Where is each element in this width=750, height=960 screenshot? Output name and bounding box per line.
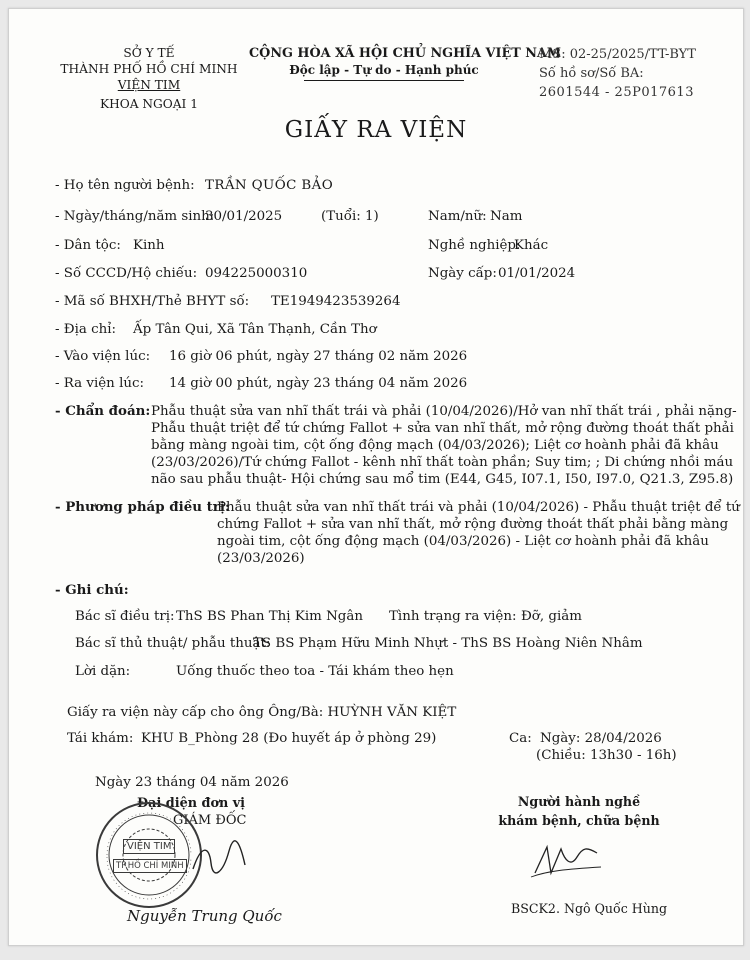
- practitioner-title-1: Người hành nghề: [517, 794, 641, 809]
- admission-label: - Vào viện lúc:: [55, 349, 151, 364]
- doctor-value: ThS BS Phan Thị Kim Ngân: [176, 609, 363, 624]
- notes-label: - Ghi chú:: [55, 582, 129, 598]
- issue-date-value: 01/01/2024: [498, 266, 576, 281]
- gender-label: Nam/nữ:: [428, 209, 487, 224]
- issuer-line4: KHOA NGOẠI 1: [99, 97, 199, 111]
- form-number: MS: 02-25/2025/TT-BYT: [539, 47, 696, 62]
- treatment-line-4: (23/03/2026): [217, 551, 305, 566]
- shift-label: Ca:: [509, 731, 532, 746]
- director-name: Nguyễn Trung Quốc: [127, 907, 282, 925]
- record-label: Số hồ sơ/Số BA:: [539, 66, 644, 81]
- director-title: GIÁM ĐỐC: [173, 813, 247, 828]
- address-label: - Địa chỉ:: [55, 322, 117, 337]
- stamp-text-bottom: TP.HỒ CHÍ MINH: [113, 859, 187, 873]
- status-value: Đỡ, giảm: [521, 609, 582, 624]
- age-value: (Tuổi: 1): [321, 209, 379, 224]
- shift-date: Ngày: 28/04/2026: [540, 731, 662, 746]
- surgeon-value: TS BS Phạm Hữu Minh Nhựt - ThS BS Hoàng Niên Nhâm: [253, 636, 643, 651]
- admission-value: 16 giờ 06 phút, ngày 27 tháng 02 năm 2026: [169, 349, 468, 364]
- name-value: TRẦN QUỐC BẢO: [205, 178, 334, 193]
- doctor-label: Bác sĩ điều trị:: [75, 609, 175, 624]
- diagnosis-label: - Chẩn đoán:: [55, 403, 151, 419]
- practitioner-name: BSCK2. Ngô Quốc Hùng: [511, 901, 668, 916]
- issuer-line1: SỞ Y TẾ: [123, 46, 175, 60]
- name-label: - Họ tên người bệnh:: [55, 178, 195, 193]
- address-value: Ấp Tân Qui, Xã Tân Thạnh, Cần Thơ: [133, 322, 377, 337]
- diagnosis-line-5: não sau phẫu thuật- Hội chứng sau mổ tim (E44, G45, I07.1, I50, I97.0, Q21.3, Z95.8): [151, 472, 734, 487]
- unit-representative: Đại diện đơn vị: [137, 796, 246, 811]
- job-value: Khác: [514, 238, 549, 253]
- diagnosis-line-4: (23/03/2026)/Tứ chứng Fallot - kênh nhĩ thất toàn phần; Suy tim; ; Di chứng nhồi máu: [151, 455, 734, 470]
- form-info-block: [539, 45, 696, 102]
- country-name: CỘNG HÒA XÃ HỘI CHỦ NGHĨA VIỆT NAM: [249, 46, 561, 61]
- page-title: GIẤY RA VIỆN: [284, 117, 468, 143]
- followup-label: Tái khám:: [67, 731, 134, 746]
- id-label: - Số CCCD/Hộ chiếu:: [55, 266, 198, 281]
- dob-label: - Ngày/tháng/năm sinh:: [55, 209, 215, 224]
- practitioner-title-2: khám bệnh, chữa bệnh: [498, 813, 660, 828]
- surgeon-label: Bác sĩ thủ thuật/ phẫu thuật:: [75, 636, 271, 651]
- ethnic-label: - Dân tộc:: [55, 238, 121, 253]
- treatment-label: - Phương pháp điều trị:: [55, 499, 230, 515]
- followup-value: KHU B_Phòng 28 (Đo huyết áp ở phòng 29): [141, 731, 437, 746]
- director-signature-icon: [189, 839, 249, 879]
- dob-value: 30/01/2025: [205, 209, 283, 224]
- diagnosis-line-3: bằng màng ngoài tim, cột ống động mạch (04/03/2026); Liệt cơ hoành phải đã khâu: [151, 438, 719, 453]
- diagnosis-line-2: Phẫu thuật triệt để tứ chứng Fallot + sửa van nhĩ thất, mở rộng đường thoát thất phải: [151, 421, 734, 436]
- issuer-line2: THÀNH PHỐ HỒ CHÍ MINH: [60, 62, 238, 76]
- shift-time: (Chiều: 13h30 - 16h): [536, 748, 677, 763]
- job-label: Nghề nghiệp:: [428, 238, 521, 253]
- issuer-block: [49, 45, 249, 112]
- ethnic-value: Kinh: [133, 238, 165, 253]
- practitioner-signature-icon: [527, 837, 607, 887]
- motto-underline: [304, 80, 464, 81]
- stamp-text-top: VIỆN TIM: [123, 839, 175, 854]
- treatment-line-3: ngoài tim, cột ống động mạch (04/03/2026) - Liệt cơ hoành phải đã khâu: [217, 534, 709, 549]
- signature-date: Ngày 23 tháng 04 năm 2026: [95, 775, 289, 790]
- record-number: 2601544 - 25P017613: [539, 85, 694, 100]
- treatment-line-1: Phẫu thuật sửa van nhĩ thất trái và phải (10/04/2026) - Phẫu thuật triệt để tứ: [217, 500, 740, 515]
- discharge-paper: [8, 8, 744, 946]
- issue-date-label: Ngày cấp:: [428, 266, 497, 281]
- gender-value: Nam: [490, 209, 523, 224]
- advice-label: Lời dặn:: [75, 664, 131, 679]
- advice-value: Uống thuốc theo toa - Tái khám theo hẹn: [176, 664, 454, 679]
- insurance-label: - Mã số BHXH/Thẻ BHYT số:: [55, 294, 250, 309]
- status-label: Tình trạng ra viện:: [389, 609, 517, 624]
- issuer-line3: VIỆN TIM: [117, 78, 181, 92]
- insurance-value: TE1949423539264: [271, 294, 401, 309]
- motto: Độc lập - Tự do - Hạnh phúc: [289, 63, 479, 77]
- national-motto-block: [249, 45, 561, 81]
- discharge-value: 14 giờ 00 phút, ngày 23 tháng 04 năm 2026: [169, 376, 468, 391]
- treatment-line-2: chứng Fallot + sửa van nhĩ thất, mở rộng đường thoát thất phải bằng màng: [217, 517, 729, 532]
- diagnosis-line-1: Phẫu thuật sửa van nhĩ thất trái và phải (10/04/2026)/Hở van nhĩ thất trái , phải nặng-: [151, 404, 737, 419]
- id-value: 094225000310: [205, 266, 308, 281]
- issued-to-text: Giấy ra viện này cấp cho ông Ông/Bà: HUỲNH VĂN KIỆT: [67, 705, 457, 720]
- discharge-label: - Ra viện lúc:: [55, 376, 144, 391]
